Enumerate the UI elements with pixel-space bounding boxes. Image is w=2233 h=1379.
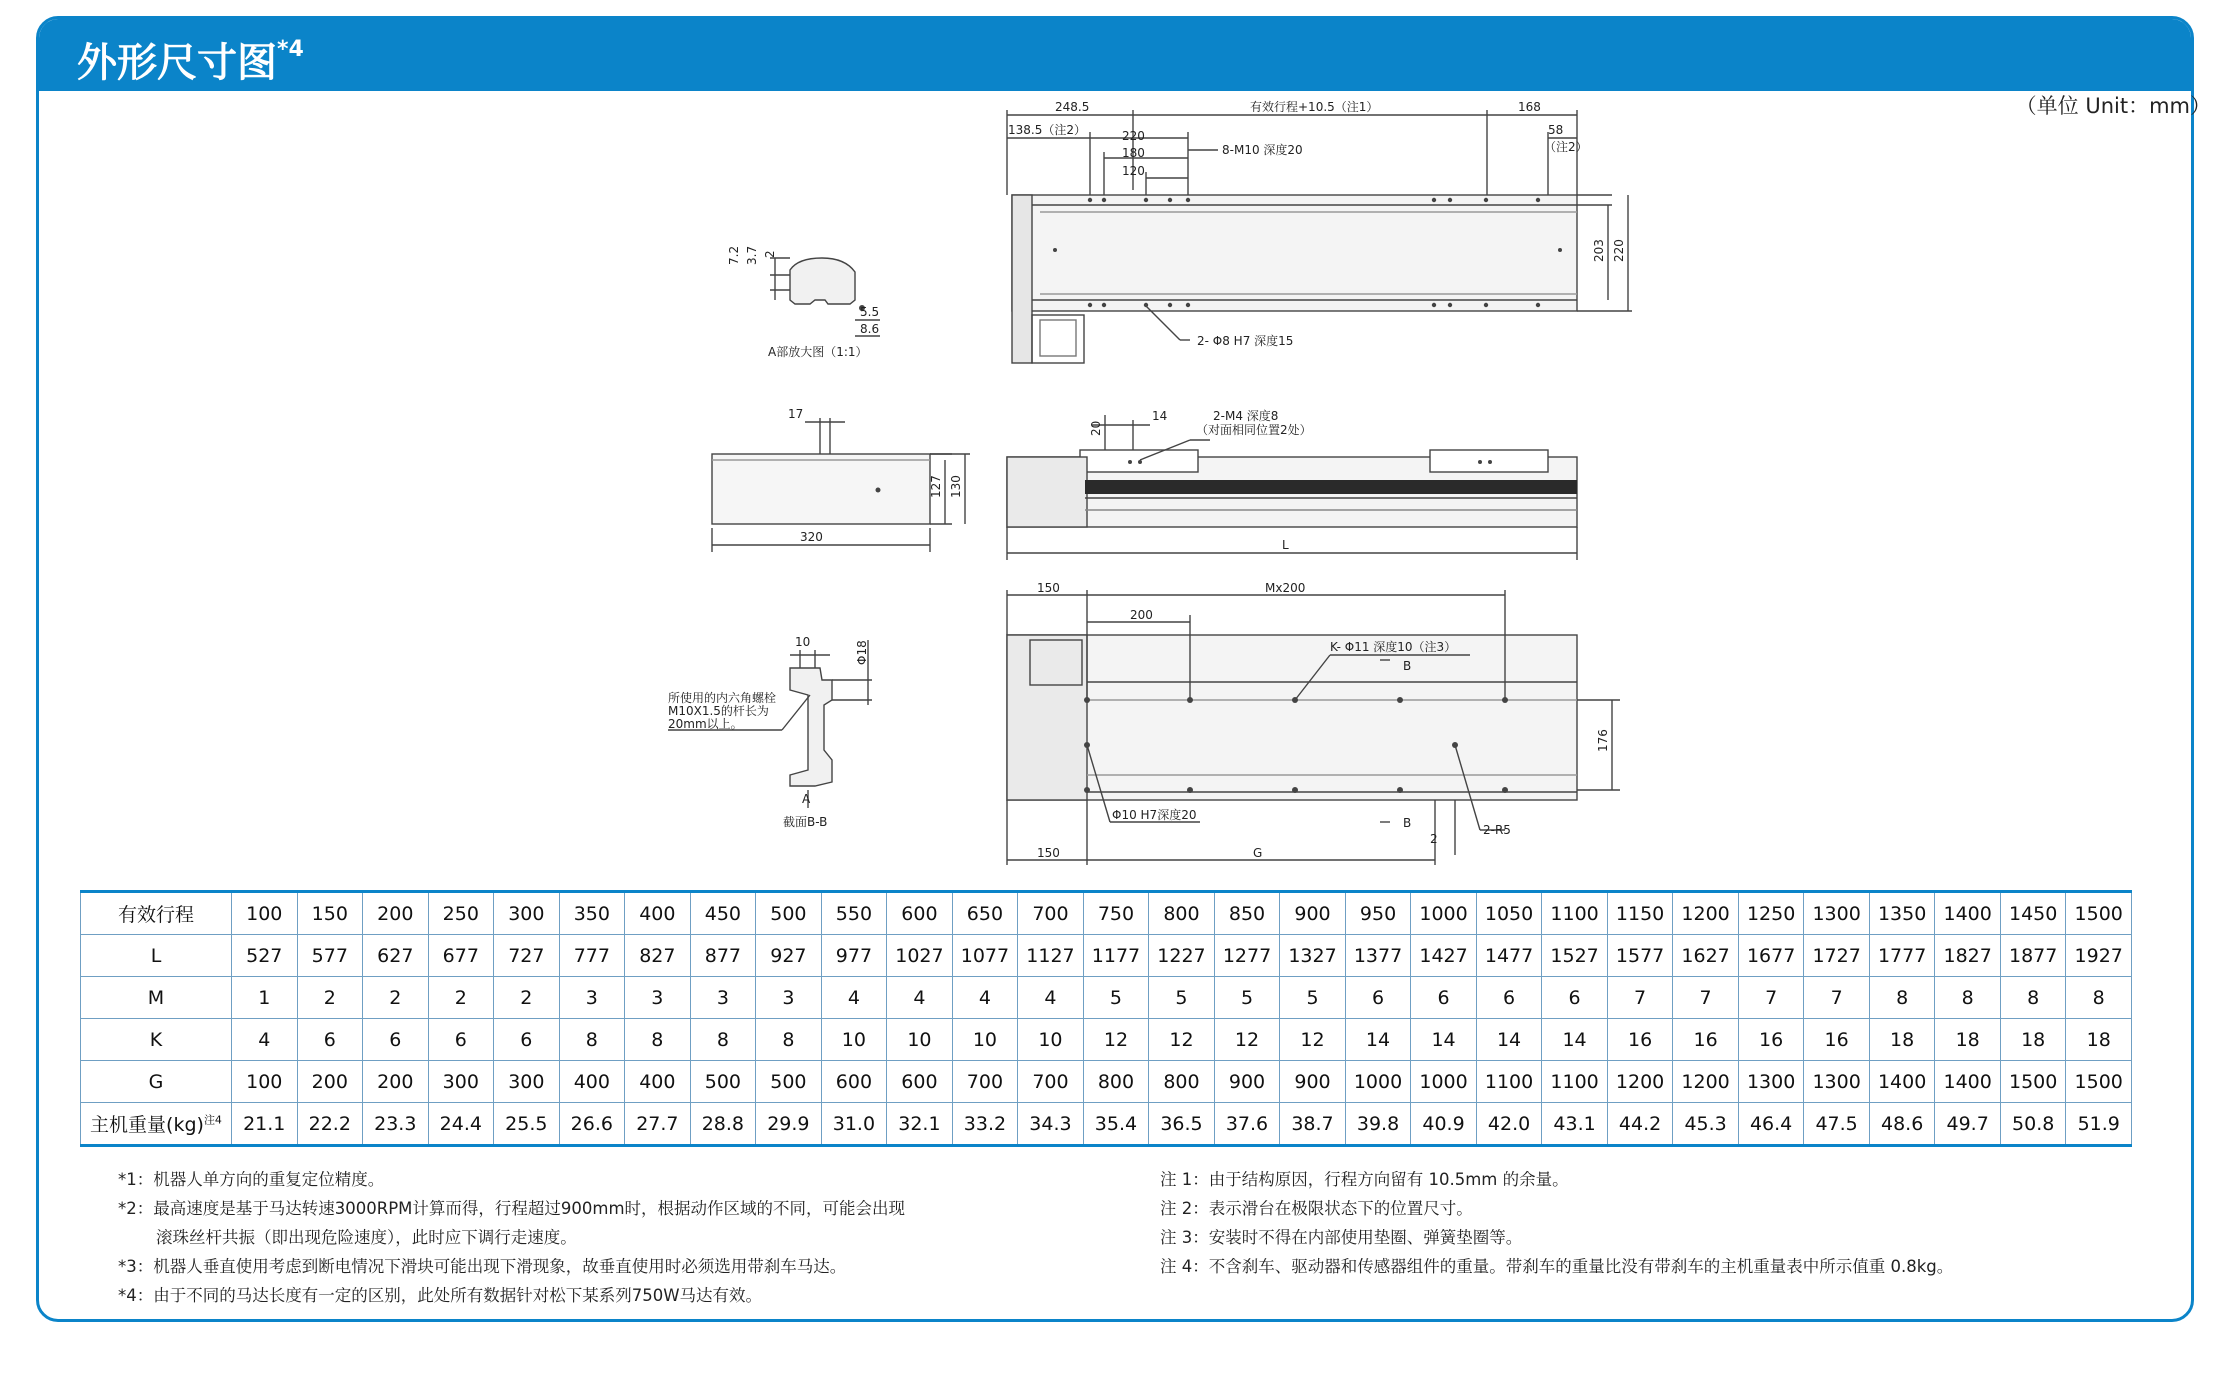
detail-dim-8-6: 8.6	[860, 322, 880, 336]
table-cell: 677	[428, 935, 494, 977]
side-dim-130: 130	[949, 475, 963, 498]
table-cell: 1277	[1214, 935, 1280, 977]
table-cell: 28.8	[690, 1103, 756, 1146]
side-dim-127: 127	[929, 475, 943, 498]
table-cell: 1400	[1935, 892, 2001, 935]
table-cell: 1350	[1869, 892, 1935, 935]
row-label: L	[81, 935, 232, 977]
bottom-dim-200: 200	[1130, 608, 1153, 622]
table-cell: 600	[821, 1061, 887, 1103]
title-text: 外形尺寸图	[77, 40, 277, 86]
table-cell: 12	[1214, 1019, 1280, 1061]
table-cell: 577	[297, 935, 363, 977]
table-cell: 21.1	[232, 1103, 298, 1146]
table-cell: 977	[821, 935, 887, 977]
table-row	[81, 977, 2132, 1019]
table-cell: 1127	[1018, 935, 1084, 977]
note-right-2: 注 2：表示滑台在极限状态下的位置尺寸。	[1160, 1199, 1473, 1218]
dim-120: 120	[1122, 164, 1145, 178]
table-cell: 1477	[1476, 935, 1542, 977]
table-cell: 23.3	[363, 1103, 429, 1146]
dim-248-5: 248.5	[1055, 100, 1090, 114]
table-cell: 4	[952, 977, 1018, 1019]
section-dim-18: Φ18	[855, 640, 869, 665]
table-cell: 500	[756, 1061, 822, 1103]
bottom-dim-150-top: 150	[1037, 581, 1060, 595]
table-cell: 27.7	[625, 1103, 691, 1146]
table-cell: 4	[232, 1019, 298, 1061]
table-cell: 1627	[1673, 935, 1739, 977]
table-cell: 800	[1149, 892, 1215, 935]
table-cell: 32.1	[887, 1103, 953, 1146]
table-cell: 8	[625, 1019, 691, 1061]
table-cell: 37.6	[1214, 1103, 1280, 1146]
dim-168: 168	[1518, 100, 1541, 114]
table-cell: 10	[887, 1019, 953, 1061]
side-dim-17: 17	[788, 407, 804, 421]
table-cell: 49.7	[1935, 1103, 2001, 1146]
table-cell: 1100	[1476, 1061, 1542, 1103]
table-cell: 10	[821, 1019, 887, 1061]
notes-left	[118, 1165, 905, 1310]
table-cell: 1050	[1476, 892, 1542, 935]
table-cell: 8	[756, 1019, 822, 1061]
table-cell: 6	[363, 1019, 429, 1061]
detail-dim-3-7: 3.7	[745, 245, 759, 265]
table-cell: 900	[1280, 1061, 1346, 1103]
bottom-dim-150-bottom: 150	[1037, 846, 1060, 860]
table-row	[81, 935, 2132, 977]
table-cell: 35.4	[1083, 1103, 1149, 1146]
table-cell: 950	[1345, 892, 1411, 935]
dim-58: 58	[1548, 123, 1564, 137]
note-right-1: 注 1：由于结构原因，行程方向留有 10.5mm 的余量。	[1160, 1170, 1569, 1189]
label-b-bottom: B	[1403, 816, 1412, 830]
table-cell: 10	[1018, 1019, 1084, 1061]
table-cell: 5	[1083, 977, 1149, 1019]
table-cell: 26.6	[559, 1103, 625, 1146]
table-cell: 14	[1411, 1019, 1477, 1061]
table-cell: 7	[1607, 977, 1673, 1019]
table-cell: 1450	[2000, 892, 2066, 935]
table-cell: 1927	[2066, 935, 2132, 977]
table-cell: 5	[1149, 977, 1215, 1019]
table-cell: 14	[1542, 1019, 1608, 1061]
table-cell: 29.9	[756, 1103, 822, 1146]
table-cell: 1227	[1149, 935, 1215, 977]
table-cell: 1300	[1804, 892, 1870, 935]
table-cell: 1677	[1738, 935, 1804, 977]
table-cell: 8	[2066, 977, 2132, 1019]
table-cell: 1250	[1738, 892, 1804, 935]
table-cell: 450	[690, 892, 756, 935]
section-dim-10: 10	[795, 635, 811, 649]
table-cell: 51.9	[2066, 1103, 2132, 1146]
table-cell: 18	[1869, 1019, 1935, 1061]
note-left-5: *4：由于不同的马达长度有一定的区别，此处所有数据针对松下某系列750W马达有效。	[118, 1286, 763, 1305]
detail-dim-2: 2	[763, 250, 777, 258]
table-cell: 3	[756, 977, 822, 1019]
table-cell: 12	[1280, 1019, 1346, 1061]
table-cell: 700	[1018, 892, 1084, 935]
table-cell: 18	[1935, 1019, 2001, 1061]
note-m10: 8-M10 深度20	[1222, 143, 1303, 157]
table-cell: 550	[821, 892, 887, 935]
dim-stroke: 有效行程+10.5（注1）	[1250, 100, 1379, 114]
detail-dim-7-2: 7.2	[727, 245, 741, 265]
table-cell: 727	[494, 935, 560, 977]
table-cell: 36.5	[1149, 1103, 1215, 1146]
dim-220-right: 220	[1612, 239, 1626, 262]
table-cell: 7	[1804, 977, 1870, 1019]
bottom-dim-g: G	[1253, 846, 1263, 860]
row-label: 主机重量(kg)$^{注4}$	[81, 1103, 232, 1146]
table-cell: 100	[232, 892, 298, 935]
note-right-4: 注 4：不含刹车、驱动器和传感器组件的重量。带刹车的重量比没有带刹车的主机重量表中所示值重 0.8kg。	[1160, 1257, 1954, 1276]
bottom-dim-mx200: Mx200	[1265, 581, 1306, 595]
table-cell: 1100	[1542, 1061, 1608, 1103]
note-m4-b: （对面相同位置2处）	[1196, 423, 1312, 437]
table-cell: 300	[494, 1061, 560, 1103]
table-cell: 4	[1018, 977, 1084, 1019]
note-left-1: *1：机器人单方向的重复定位精度。	[118, 1170, 385, 1189]
table-cell: 1077	[952, 935, 1018, 977]
table-cell: 47.5	[1804, 1103, 1870, 1146]
table-cell: 527	[232, 935, 298, 977]
table-cell: 400	[625, 1061, 691, 1103]
table-cell: 12	[1083, 1019, 1149, 1061]
note-10h7: Φ10 H7深度20	[1112, 808, 1197, 822]
table-cell: 600	[887, 1061, 953, 1103]
table-cell: 4	[887, 977, 953, 1019]
unit-label: （单位 Unit：mm）	[2015, 94, 2211, 118]
detail-caption: A部放大图（1:1）	[768, 345, 868, 359]
table-cell: 850	[1214, 892, 1280, 935]
table-cell: 200	[363, 892, 429, 935]
table-cell: 1400	[1869, 1061, 1935, 1103]
notes-right	[1160, 1165, 1953, 1281]
side-dim-320: 320	[800, 530, 823, 544]
table-cell: 6	[1345, 977, 1411, 1019]
table-cell: 6	[297, 1019, 363, 1061]
table-cell: 7	[1738, 977, 1804, 1019]
table-cell: 2	[428, 977, 494, 1019]
section-caption: 截面B-B	[783, 815, 828, 829]
table-cell: 38.7	[1280, 1103, 1346, 1146]
section-note-3: 20mm以上。	[668, 717, 743, 731]
table-cell: 5	[1214, 977, 1280, 1019]
table-cell: 1000	[1411, 892, 1477, 935]
table-cell: 5	[1280, 977, 1346, 1019]
dim-203: 203	[1592, 239, 1606, 262]
table-cell: 2	[297, 977, 363, 1019]
table-cell: 200	[363, 1061, 429, 1103]
table-cell: 46.4	[1738, 1103, 1804, 1146]
table-cell: 14	[1345, 1019, 1411, 1061]
table-cell: 1200	[1607, 1061, 1673, 1103]
table-cell: 1500	[2000, 1061, 2066, 1103]
table-cell: 42.0	[1476, 1103, 1542, 1146]
row-label: G	[81, 1061, 232, 1103]
dim-220-top: 220	[1122, 129, 1145, 143]
table-cell: 500	[690, 1061, 756, 1103]
table-cell: 16	[1607, 1019, 1673, 1061]
table-cell: 500	[756, 892, 822, 935]
note-left-4: *3：机器人垂直使用考虑到断电情况下滑块可能出现下滑现象，故垂直使用时必须选用带刹车马达。	[118, 1257, 847, 1276]
table-cell: 16	[1738, 1019, 1804, 1061]
row-label: 有效行程	[81, 892, 232, 935]
note-left-3: 滚珠丝杆共振（即出现危险速度），此时应下调行走速度。	[156, 1228, 577, 1247]
note-r5: 2-R5	[1483, 823, 1511, 837]
table-cell: 8	[1869, 977, 1935, 1019]
table-cell: 8	[2000, 977, 2066, 1019]
table-cell: 22.2	[297, 1103, 363, 1146]
table-cell: 1100	[1542, 892, 1608, 935]
table-cell: 24.4	[428, 1103, 494, 1146]
table-cell: 6	[1542, 977, 1608, 1019]
dim-180: 180	[1122, 146, 1145, 160]
table-cell: 3	[690, 977, 756, 1019]
table-cell: 39.8	[1345, 1103, 1411, 1146]
table-cell: 100	[232, 1061, 298, 1103]
table-cell: 700	[952, 1061, 1018, 1103]
table-cell: 8	[1935, 977, 2001, 1019]
table-row	[81, 892, 2132, 935]
table-cell: 800	[1149, 1061, 1215, 1103]
table-cell: 14	[1476, 1019, 1542, 1061]
table-cell: 1000	[1345, 1061, 1411, 1103]
note-58-2: （注2）	[1544, 140, 1588, 154]
table-cell: 18	[2000, 1019, 2066, 1061]
side-dim-14: 14	[1152, 409, 1168, 423]
table-cell: 1	[232, 977, 298, 1019]
table-cell: 827	[625, 935, 691, 977]
table-cell: 1327	[1280, 935, 1346, 977]
note-pin: 2- Φ8 H7 深度15	[1197, 334, 1294, 348]
table-cell: 1727	[1804, 935, 1870, 977]
row-label: M	[81, 977, 232, 1019]
table-cell: 6	[1411, 977, 1477, 1019]
table-cell: 400	[559, 1061, 625, 1103]
note-left-2: *2：最高速度是基于马达转速3000RPM计算而得，行程超过900mm时，根据动作区域的不同，可能会出现	[118, 1199, 906, 1218]
table-cell: 1427	[1411, 935, 1477, 977]
table-cell: 1150	[1607, 892, 1673, 935]
table-cell: 16	[1673, 1019, 1739, 1061]
table-cell: 1577	[1607, 935, 1673, 977]
table-cell: 31.0	[821, 1103, 887, 1146]
bottom-dim-176: 176	[1596, 729, 1610, 752]
table-row	[81, 1103, 2132, 1146]
table-cell: 8	[690, 1019, 756, 1061]
side-dim-l: L	[1282, 538, 1289, 552]
table-cell: 33.2	[952, 1103, 1018, 1146]
table-cell: 1877	[2000, 935, 2066, 977]
table-cell: 1177	[1083, 935, 1149, 977]
table-cell: 250	[428, 892, 494, 935]
detail-dim-5-5: 5.5	[860, 305, 880, 319]
table-cell: 25.5	[494, 1103, 560, 1146]
table-cell: 16	[1804, 1019, 1870, 1061]
table-cell: 12	[1149, 1019, 1215, 1061]
table-cell: 1300	[1738, 1061, 1804, 1103]
table-cell: 650	[952, 892, 1018, 935]
note-m4: 2-M4 深度8	[1213, 409, 1279, 423]
table-cell: 1377	[1345, 935, 1411, 977]
table-cell: 6	[494, 1019, 560, 1061]
table-cell: 44.2	[1607, 1103, 1673, 1146]
table-cell: 877	[690, 935, 756, 977]
table-cell: 1827	[1935, 935, 2001, 977]
table-cell: 1200	[1673, 1061, 1739, 1103]
row-label: K	[81, 1019, 232, 1061]
table-cell: 1200	[1673, 892, 1739, 935]
table-cell: 40.9	[1411, 1103, 1477, 1146]
table-cell: 300	[428, 1061, 494, 1103]
table-cell: 1400	[1935, 1061, 2001, 1103]
bottom-dim-2: 2	[1430, 832, 1438, 846]
table-cell: 18	[2066, 1019, 2132, 1061]
section-label-a: A	[802, 792, 811, 806]
table-cell: 34.3	[1018, 1103, 1084, 1146]
dim-138-5: 138.5（注2）	[1008, 123, 1086, 137]
table-cell: 1527	[1542, 935, 1608, 977]
table-cell: 1000	[1411, 1061, 1477, 1103]
section-note-1: 所使用的内六角螺栓	[668, 691, 777, 705]
side-dim-20: 20	[1089, 420, 1103, 436]
spec-table	[80, 890, 2132, 1147]
table-cell: 48.6	[1869, 1103, 1935, 1146]
table-cell: 7	[1673, 977, 1739, 1019]
table-cell: 800	[1083, 1061, 1149, 1103]
table-cell: 1500	[2066, 1061, 2132, 1103]
table-cell: 8	[559, 1019, 625, 1061]
table-cell: 900	[1214, 1061, 1280, 1103]
table-cell: 400	[625, 892, 691, 935]
table-cell: 777	[559, 935, 625, 977]
title-note-mark: *4	[277, 36, 304, 62]
note-k-holes: K- Φ11 深度10（注3）	[1330, 640, 1457, 654]
table-cell: 150	[297, 892, 363, 935]
table-cell: 600	[887, 892, 953, 935]
table-cell: 927	[756, 935, 822, 977]
table-cell: 2	[363, 977, 429, 1019]
table-cell: 2	[494, 977, 560, 1019]
table-row	[81, 1019, 2132, 1061]
section-note-2: M10X1.5的杆长为	[668, 704, 769, 718]
table-cell: 3	[625, 977, 691, 1019]
table-cell: 900	[1280, 892, 1346, 935]
table-cell: 627	[363, 935, 429, 977]
table-cell: 1300	[1804, 1061, 1870, 1103]
table-cell: 4	[821, 977, 887, 1019]
table-cell: 10	[952, 1019, 1018, 1061]
table-row	[81, 1061, 2132, 1103]
table-cell: 1500	[2066, 892, 2132, 935]
table-cell: 6	[428, 1019, 494, 1061]
table-cell: 350	[559, 892, 625, 935]
table-cell: 3	[559, 977, 625, 1019]
table-cell: 43.1	[1542, 1103, 1608, 1146]
note-right-3: 注 3：安装时不得在内部使用垫圈、弹簧垫圈等。	[1160, 1228, 1523, 1247]
table-cell: 50.8	[2000, 1103, 2066, 1146]
table-cell: 6	[1476, 977, 1542, 1019]
table-cell: 300	[494, 892, 560, 935]
table-cell: 1777	[1869, 935, 1935, 977]
table-cell: 750	[1083, 892, 1149, 935]
table-cell: 700	[1018, 1061, 1084, 1103]
table-cell: 1027	[887, 935, 953, 977]
table-cell: 200	[297, 1061, 363, 1103]
label-b-top: B	[1403, 659, 1412, 673]
table-cell: 45.3	[1673, 1103, 1739, 1146]
